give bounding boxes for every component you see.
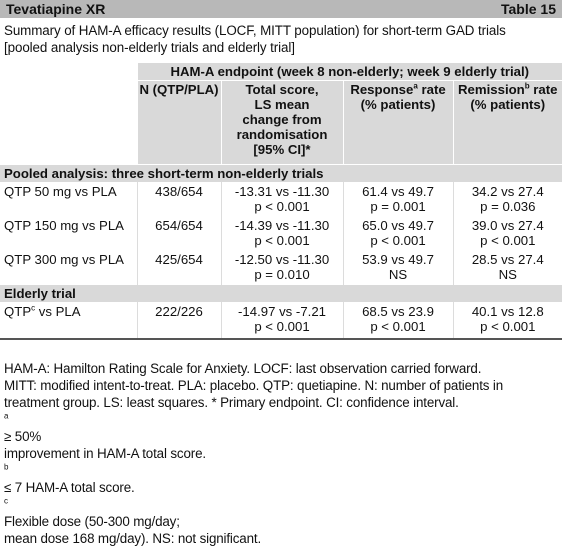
row-label: QTP$^c$ vs PLA — [0, 302, 137, 339]
cell-response: 65.0 vs 49.7 p < 0.001 — [343, 216, 453, 250]
cell-total: -13.31 vs -11.30 p < 0.001 — [221, 182, 343, 216]
table-number: Table 15 — [501, 1, 556, 17]
footnote-line-1: HAM-A: Hamilton Rating Scale for Anxiety. LOCF: last observation carried forward. — [4, 361, 482, 376]
row-label: QTP 300 mg vs PLA — [4, 252, 124, 267]
header-band — [0, 0, 562, 18]
cell-n: 222/226 — [137, 302, 221, 339]
cell-remission: 40.1 vs 12.8 p < 0.001 — [453, 302, 562, 339]
header-corner — [0, 63, 137, 81]
section-title-pooled: Pooled analysis: three short-term non-elderly trials — [0, 165, 562, 183]
table-row — [0, 250, 562, 285]
footnote-line-4: improvement in HAM-A total score. $^b$ ≤ 7 HAM-A total score. $^c$ Flexible dose (50-300 mg/day; — [4, 446, 206, 529]
footnote-line-2: MITT: modified intent-to-treat. PLA: placebo. QTP: quetiapine. N: number of patients in — [4, 378, 504, 393]
table-row — [0, 182, 562, 216]
section-row-pooled — [0, 165, 562, 183]
header-label-blank — [0, 81, 137, 165]
table-header-row-1 — [0, 63, 562, 81]
cell-n: 438/654 — [137, 182, 221, 216]
section-row-elderly — [0, 285, 562, 303]
caption-line-1: Summary of HAM-A efficacy results (LOCF, MITT population) for short-term GAD trials — [4, 23, 506, 38]
cell-remission: 34.2 vs 27.4 p = 0.036 — [453, 182, 562, 216]
cell-remission: 28.5 vs 27.4 NS — [453, 250, 562, 285]
table-row — [0, 216, 562, 250]
table-header-row-2 — [0, 81, 562, 165]
cell-remission: 39.0 vs 27.4 p < 0.001 — [453, 216, 562, 250]
row-label: QTP 50 mg vs PLA — [4, 184, 117, 199]
drug-title: Tevatiapine XR — [6, 1, 106, 17]
column-header-n: N (QTP/PLA) — [137, 81, 221, 165]
cell-total: -14.39 vs -11.30 p < 0.001 — [221, 216, 343, 250]
row-label: QTP 150 mg vs PLA — [4, 218, 124, 233]
footnotes — [4, 360, 558, 547]
cell-total: -12.50 vs -11.30 p = 0.010 — [221, 250, 343, 285]
endpoint-header: HAM-A endpoint (week 8 non-elderly; week 9 elderly trial) — [137, 63, 562, 81]
section-title-elderly: Elderly trial — [0, 285, 562, 303]
cell-n: 654/654 — [137, 216, 221, 250]
footnote-line-5: mean dose 168 mg/day). NS: not significant. — [4, 531, 262, 546]
footnote-line-3: treatment group. LS: least squares. * Primary endpoint. CI: confidence interval. $^a$ ≥ 50% — [4, 395, 459, 444]
table-row — [0, 302, 562, 339]
column-header-response-rate: Response$^a$ rate (% patients) — [343, 81, 453, 165]
column-header-total-score: Total score, LS mean change from randomisation [95% CI]* — [221, 81, 343, 165]
column-header-remission-rate: Remission$^b$ rate (% patients) — [453, 81, 562, 165]
caption-line-2: [pooled analysis non-elderly trials and elderly trial] — [4, 40, 295, 55]
table-caption — [4, 22, 558, 56]
cell-response: 68.5 vs 23.9 p < 0.001 — [343, 302, 453, 339]
cell-total: -14.97 vs -7.21 p < 0.001 — [221, 302, 343, 339]
cell-response: 53.9 vs 49.7 NS — [343, 250, 453, 285]
cell-n: 425/654 — [137, 250, 221, 285]
cell-response: 61.4 vs 49.7 p = 0.001 — [343, 182, 453, 216]
efficacy-table — [0, 63, 562, 340]
